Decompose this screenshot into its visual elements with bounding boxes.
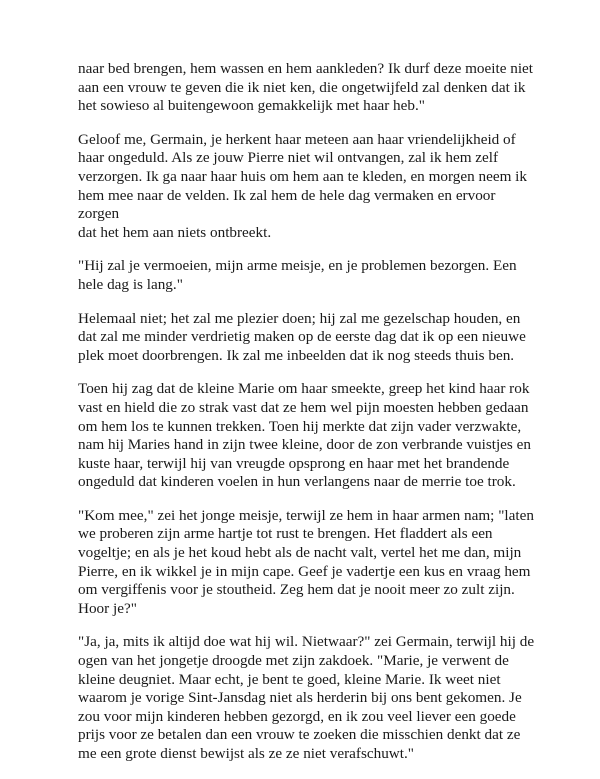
paragraph: Helemaal niet; het zal me plezier doen; hij zal me gezelschap houden, en dat zal me minder verdrietig maken op de eerste dag dat ik op een nieuwe plek moet doorbrengen. Ik zal me inbeelden dat ik nog steeds thuis ben. [78,309,526,364]
paragraph: Toen hij zag dat de kleine Marie om haar smeekte, greep het kind haar rok vast en hield die zo strak vast dat ze hem wel pijn moesten hebben gedaan om hem los te kunnen trekken. Toen hij merkte dat zijn vader verzwakte, nam hij Maries hand in zijn twee kleine, door de zon verbrande vuistjes en kuste haar, terwijl hij van vreugde opsprong en haar met het brandende ongeduld dat kinderen voelen in hun verlangens naar de merrie toe trok. [78,380,531,491]
paragraph: naar bed brengen, hem wassen en hem aankleden? Ik durf deze moeite niet aan een vrouw te geven die ik niet ken, die ongetwijfeld zal denken dat ik het sowieso al buitengewoon gemakkelijk met haar heb." [78,60,534,115]
paragraph: "Hij zal je vermoeien, mijn arme meisje, en je problemen bezorgen. Een hele dag is lang." [78,257,517,293]
paragraph: "Kom mee," zei het jonge meisje, terwijl ze hem in haar armen nam; "laten we proberen zijn arme hartje tot rust te brengen. Het fladdert als een vogeltje; en als je het koud hebt als de nacht valt, vertel het me dan, mijn Pierre, en ik wikkel je in mijn cape. Geef je vadertje een kus en vraag hem om vergiffenis voor je stoutheid. Zeg hem dat je nooit meer zo zult zijn. Hoor je?" [78,506,534,617]
paragraph: "Ja, ja, mits ik altijd doe wat hij wil. Nietwaar?" zei Germain, terwijl hij de ogen van het jongetje droogde met zijn zakdoek. "Marie, je verwent de kleine deugniet. Maar echt, je bent te goed, kleine Marie. Ik weet niet waarom je vorige Sint-Jansdag niet als herderin bij ons bent gekomen. Je zou voor mijn kinderen hebben gezorgd, en ik zou veel liever een goede prijs voor ze betalen dan een vrouw te zoeken die misschien denkt dat ze me een grote dienst bewijst als ze ze niet verafschuwt." [78,633,535,762]
document-page [78,60,538,779]
paragraph: Geloof me, Germain, je herkent haar meteen aan haar vriendelijkheid of haar ongeduld. Als ze jouw Pierre niet wil ontvangen, zal ik hem zelf verzorgen. Ik ga naar haar huis om hem aan te kleden, en morgen neem ik hem mee naar de velden. Ik zal hem de hele dag vermaken en ervoor zorgen dat het hem aan niets ontbreekt. [78,130,527,241]
